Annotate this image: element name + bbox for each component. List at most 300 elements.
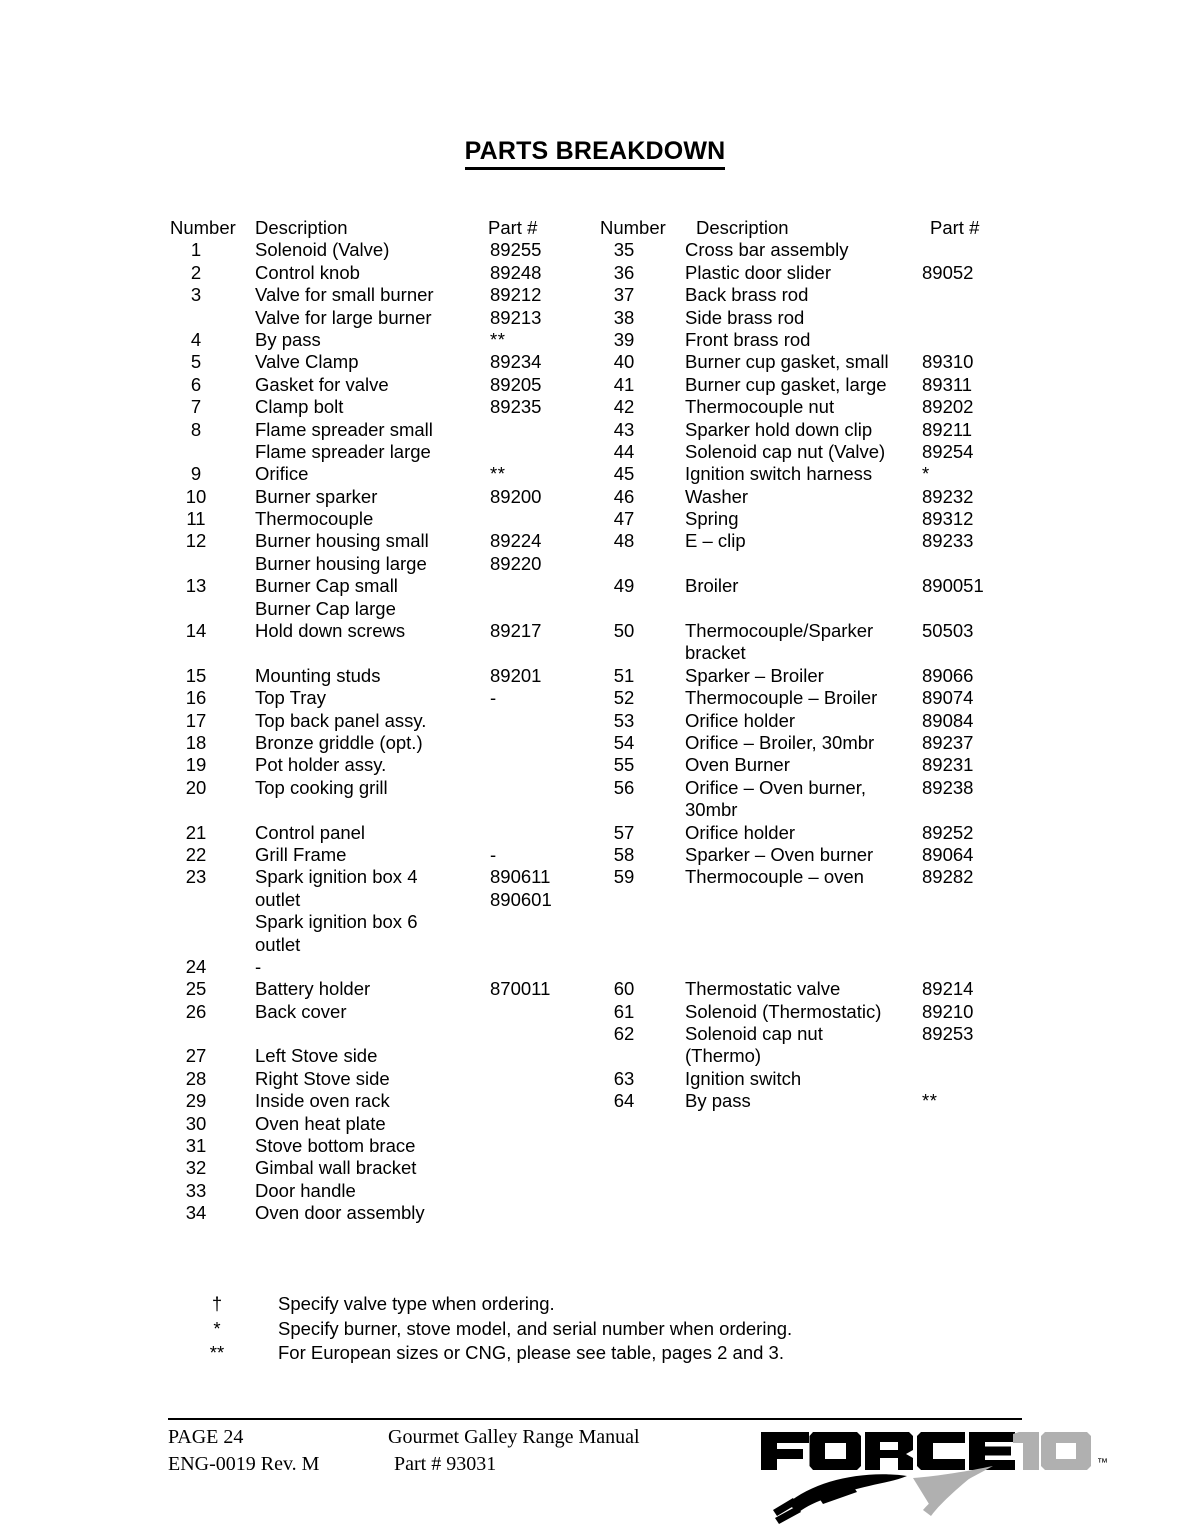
cell-number: 7 [190,396,202,418]
cell-description: Oven door assembly [255,1202,425,1224]
cell-number: 14 [185,620,207,642]
table-row [170,1001,590,1023]
table-row [170,1157,590,1179]
cell-number: 13 [185,575,207,597]
column-header-number: Number [600,217,666,238]
cell-description: Flame spreader large [255,440,431,462]
table-row [600,799,1030,821]
table-spacer-row [600,889,1030,911]
cell-part-number: 890051 [922,575,984,597]
cell-part-number: 89052 [922,261,974,283]
cell-description: By pass [685,1090,751,1112]
cell-part-number: 89282 [922,866,974,888]
logo-wordmark-light [1013,1432,1091,1470]
table-row [170,822,590,844]
cell-number: 31 [185,1135,207,1157]
cell-description: Stove bottom brace [255,1135,416,1157]
table-row [170,710,590,732]
cell-number: 62 [613,1023,635,1045]
cell-number: 6 [190,373,202,395]
cell-description: Battery holder [255,978,371,1000]
cell-description: Burner housing small [255,530,429,552]
table-row [170,911,590,933]
table-row [170,934,590,956]
cell-number: 44 [613,440,635,462]
cell-description: Broiler [685,575,739,597]
table-row [170,620,590,642]
cell-description: Oven Burner [685,754,790,776]
cell-description: Orifice holder [685,709,796,731]
cell-part-number: 89084 [922,709,974,731]
footer-divider [168,1418,1022,1420]
footnote-row [200,1317,1020,1342]
cell-description: Ignition switch [685,1067,802,1089]
column-header-description: Description [255,217,348,238]
page-title [0,137,1190,166]
cell-part-number: 50503 [922,620,974,642]
cell-description: Door handle [255,1179,356,1201]
table-row [600,1090,1030,1112]
cell-part-number: 870011 [490,978,551,1000]
cell-description: By pass [255,328,321,350]
cell-number: 46 [613,485,635,507]
cell-description: Plastic door slider [685,261,832,283]
cell-number: 37 [613,284,635,306]
cell-part-number: 89200 [490,485,542,507]
table-spacer-row [600,911,1030,933]
logo-swoosh-dark [773,1474,907,1524]
table-spacer-row [600,598,1030,620]
cell-part-number: 89074 [922,687,974,709]
cell-description: Back brass rod [685,284,809,306]
cell-description: outlet [255,888,301,910]
table-row [170,262,590,284]
cell-part-number: 890601 [490,888,552,910]
cell-description: Grill Frame [255,843,347,865]
parts-table-left [170,217,590,1225]
cell-part-number: 89233 [922,530,974,552]
table-row [170,239,590,261]
cell-description: Thermocouple – Broiler [685,687,878,709]
footnote-text: Specify valve type when ordering. [278,1293,555,1314]
cell-number: 43 [613,418,635,440]
cell-number: 49 [613,575,635,597]
cell-description: Flame spreader small [255,418,433,440]
cell-part-number: 89220 [490,552,542,574]
cell-part-number: 89211 [922,418,973,440]
table-row [170,441,590,463]
cell-description: Valve Clamp [255,351,359,373]
cell-number: 19 [185,754,207,776]
cell-description: Washer [685,485,749,507]
table-spacer-row [170,642,590,664]
cell-part-number: * [922,463,930,485]
cell-part-number: 89235 [490,396,542,418]
cell-number: 58 [613,843,635,865]
cell-part-number: 89212 [490,284,542,306]
cell-description: Burner sparker [255,485,378,507]
table-row [170,419,590,441]
cell-description: Orifice – Oven burner, [685,776,866,798]
footer-page-label: PAGE 24 [168,1426,244,1448]
cell-description: Thermocouple [255,508,374,530]
cell-part-number: 89201 [490,664,542,686]
table-row [600,665,1030,687]
cell-number: 23 [185,866,207,888]
cell-number: 21 [185,821,207,843]
footnote-symbol: † [211,1293,223,1314]
footer-manual-title: Gourmet Galley Range Manual [388,1426,640,1448]
cell-description: Sparker – Broiler [685,664,824,686]
cell-description: Spark ignition box 4 [255,866,418,888]
cell-number: 59 [613,866,635,888]
cell-description: Burner Cap large [255,597,396,619]
table-row [170,732,590,754]
table-row [170,866,590,888]
table-row [600,351,1030,373]
table-row [600,441,1030,463]
table-row [170,889,590,911]
cell-number: 61 [613,1000,635,1022]
cell-number: 16 [185,687,207,709]
column-header-description: Description [696,217,789,238]
cell-part-number: ** [490,328,506,350]
table-row [170,1045,590,1067]
cell-part-number: 89064 [922,843,974,865]
cell-part-number: 89255 [490,239,542,261]
table-row [600,486,1030,508]
footer-doc-code: ENG-0019 Rev. M [168,1453,320,1475]
cell-description: Thermocouple/Sparker [685,620,874,642]
cell-description: 30mbr [685,799,738,821]
footer-row-2 [168,1451,728,1478]
table-row [170,1135,590,1157]
cell-number: 36 [613,261,635,283]
cell-part-number: 890611 [490,866,551,888]
footer-row-1 [168,1424,728,1451]
table-row [170,553,590,575]
cell-part-number: - [490,687,497,709]
cell-number: 8 [190,418,202,440]
cell-number: 35 [613,239,635,261]
cell-description: Gimbal wall bracket [255,1157,417,1179]
cell-part-number: 89224 [490,530,542,552]
cell-number: 20 [185,776,207,798]
table-row [600,732,1030,754]
cell-description: Control panel [255,821,366,843]
cell-description: Control knob [255,261,360,283]
table-row [170,687,590,709]
table-row [170,1068,590,1090]
table-row [600,284,1030,306]
cell-description: Gasket for valve [255,373,389,395]
table-row [170,508,590,530]
table-row [600,844,1030,866]
cell-number: 50 [613,620,635,642]
cell-description: Inside oven rack [255,1090,390,1112]
table-row [600,575,1030,597]
cell-number: 55 [613,754,635,776]
table-row [600,1023,1030,1045]
cell-number: 9 [190,463,202,485]
table-row [170,978,590,1000]
cell-description: Thermocouple nut [685,396,835,418]
cell-number: 24 [185,955,207,977]
logo-trademark: ™ [1097,1457,1108,1469]
cell-description: Orifice – Broiler, 30mbr [685,731,875,753]
cell-number: 57 [613,821,635,843]
table-row [600,642,1030,664]
cell-number: 27 [185,1045,207,1067]
cell-number: 32 [185,1157,207,1179]
column-header-part: Part # [488,217,538,238]
table-row [600,687,1030,709]
table-row [170,486,590,508]
cell-number: 10 [185,485,207,507]
table-row [600,396,1030,418]
cell-description: Orifice holder [685,821,796,843]
cell-number: 45 [613,463,635,485]
cell-part-number: 89253 [922,1023,974,1045]
cell-description: Ignition switch harness [685,463,873,485]
cell-part-number: 89248 [490,261,542,283]
cell-description: outlet [255,933,301,955]
cell-part-number: 89214 [922,978,974,1000]
cell-part-number: 89252 [922,821,974,843]
cell-description: - [255,955,262,977]
cell-part-number: ** [922,1090,938,1112]
cell-description: Bronze griddle (opt.) [255,731,423,753]
cell-description: Oven heat plate [255,1112,386,1134]
table-header-row-right [600,217,1030,239]
cell-number: 60 [613,978,635,1000]
cell-number: 3 [190,284,202,306]
cell-part-number: 89311 [922,373,973,395]
footnote-symbol: ** [209,1342,225,1363]
table-row [170,1113,590,1135]
cell-description: Mounting studs [255,664,381,686]
table-row [170,1090,590,1112]
cell-number: 33 [185,1179,207,1201]
cell-number: 15 [185,664,207,686]
cell-description: E – clip [685,530,746,552]
table-row [600,754,1030,776]
table-row [170,329,590,351]
cell-description: Clamp bolt [255,396,344,418]
logo-wordmark-dark [761,1432,1015,1470]
cell-description: Sparker hold down clip [685,418,873,440]
cell-description: Valve for small burner [255,284,434,306]
table-row [170,844,590,866]
cell-number: 63 [613,1067,635,1089]
cell-description: Burner Cap small [255,575,398,597]
footer-part-number: Part # 93031 [394,1453,497,1475]
cell-description: Burner housing large [255,552,427,574]
cell-number: 18 [185,731,207,753]
table-row [600,822,1030,844]
cell-description: Thermocouple – oven [685,866,864,888]
cell-number: 38 [613,306,635,328]
table-row [170,396,590,418]
table-row [600,508,1030,530]
cell-number: 48 [613,530,635,552]
cell-description: Top back panel assy. [255,709,427,731]
table-spacer-row [600,956,1030,978]
cell-number: 28 [185,1067,207,1089]
cell-number: 29 [185,1090,207,1112]
cell-description: Top cooking grill [255,776,388,798]
table-row [170,463,590,485]
table-row [600,1068,1030,1090]
cell-part-number: 89312 [922,508,974,530]
cell-description: Cross bar assembly [685,239,849,261]
cell-description: Side brass rod [685,306,805,328]
table-row [170,374,590,396]
cell-part-number: 89202 [922,396,974,418]
cell-number: 2 [190,261,202,283]
logo-swoosh-light [913,1466,993,1516]
cell-description: Thermostatic valve [685,978,841,1000]
table-row [600,866,1030,888]
cell-part-number: 89217 [490,620,542,642]
cell-number: 56 [613,776,635,798]
cell-number: 11 [186,508,206,530]
footnote-row [200,1341,1020,1366]
table-row [600,463,1030,485]
cell-description: Sparker – Oven burner [685,843,874,865]
cell-description: Pot holder assy. [255,754,387,776]
footnotes-block [200,1292,1020,1366]
cell-number: 54 [613,731,635,753]
cell-number: 53 [613,709,635,731]
column-header-part: Part # [930,217,980,238]
parts-table-right [600,217,1030,1113]
table-row [600,777,1030,799]
cell-description: bracket [685,642,746,664]
cell-part-number: ** [490,463,506,485]
cell-number: 52 [613,687,635,709]
table-spacer-row [170,1023,590,1045]
table-row [170,307,590,329]
table-row [170,575,590,597]
cell-part-number: 89237 [922,731,974,753]
table-row [600,374,1030,396]
footer-text [168,1424,728,1478]
force-10-logo [757,1424,1108,1512]
table-row [170,777,590,799]
table-spacer-row [170,799,590,821]
table-row [600,1045,1030,1067]
cell-description: Solenoid cap nut [685,1023,823,1045]
table-spacer-row [600,934,1030,956]
table-row [170,665,590,687]
cell-number: 17 [185,709,207,731]
cell-description: Spark ignition box 6 [255,911,418,933]
table-row [170,1180,590,1202]
table-row [600,1001,1030,1023]
cell-number: 25 [185,978,207,1000]
cell-description: Left Stove side [255,1045,378,1067]
cell-description: (Thermo) [685,1045,762,1067]
cell-number: 5 [190,351,202,373]
footnote-row [200,1292,1020,1317]
cell-part-number: - [490,843,497,865]
cell-part-number: 89234 [490,351,542,373]
cell-number: 4 [190,328,202,350]
footnote-text: For European sizes or CNG, please see table, pages 2 and 3. [278,1342,784,1363]
table-row [170,956,590,978]
cell-description: Valve for large burner [255,306,432,328]
table-row [600,978,1030,1000]
table-row [600,530,1030,552]
cell-number: 47 [613,508,635,530]
cell-part-number: 89213 [490,306,542,328]
cell-description: Front brass rod [685,328,811,350]
cell-description: Burner cup gasket, small [685,351,889,373]
cell-number: 22 [185,843,207,865]
cell-number: 51 [613,664,635,686]
table-row [600,329,1030,351]
cell-part-number: 89210 [922,1000,974,1022]
table-spacer-row [600,553,1030,575]
footnote-symbol: * [213,1317,221,1339]
table-row [600,419,1030,441]
cell-number: 42 [613,396,635,418]
cell-number: 39 [613,328,635,350]
cell-description: Hold down screws [255,620,406,642]
cell-description: Solenoid cap nut (Valve) [685,440,886,462]
table-row [170,351,590,373]
table-row [170,530,590,552]
table-row [170,598,590,620]
cell-part-number: 89232 [922,485,974,507]
cell-number: 1 [190,239,202,261]
table-row [170,1202,590,1224]
table-row [170,754,590,776]
cell-part-number: 89238 [922,776,974,798]
cell-number: 26 [185,1000,207,1022]
cell-description: Spring [685,508,739,530]
cell-number: 41 [613,373,635,395]
cell-number: 34 [185,1202,207,1224]
cell-part-number: 89231 [922,754,974,776]
cell-description: Right Stove side [255,1067,390,1089]
table-row [600,262,1030,284]
cell-part-number: 89254 [922,440,974,462]
table-row [600,710,1030,732]
table-header-row-left [170,217,590,239]
cell-description: Burner cup gasket, large [685,373,887,395]
table-row [600,307,1030,329]
cell-description: Solenoid (Thermostatic) [685,1000,882,1022]
cell-number: 64 [613,1090,635,1112]
cell-description: Orifice [255,463,309,485]
table-row [600,620,1030,642]
column-header-number: Number [170,217,236,238]
cell-description: Top Tray [255,687,326,709]
cell-number: 12 [185,530,207,552]
cell-number: 30 [185,1112,207,1134]
cell-part-number: 89205 [490,373,542,395]
cell-number: 40 [613,351,635,373]
cell-part-number: 89066 [922,664,974,686]
table-row [170,284,590,306]
cell-description: Back cover [255,1000,347,1022]
page-title-text: PARTS BREAKDOWN [465,137,726,170]
cell-part-number: 89310 [922,351,974,373]
table-row [600,239,1030,261]
cell-description: Solenoid (Valve) [255,239,390,261]
